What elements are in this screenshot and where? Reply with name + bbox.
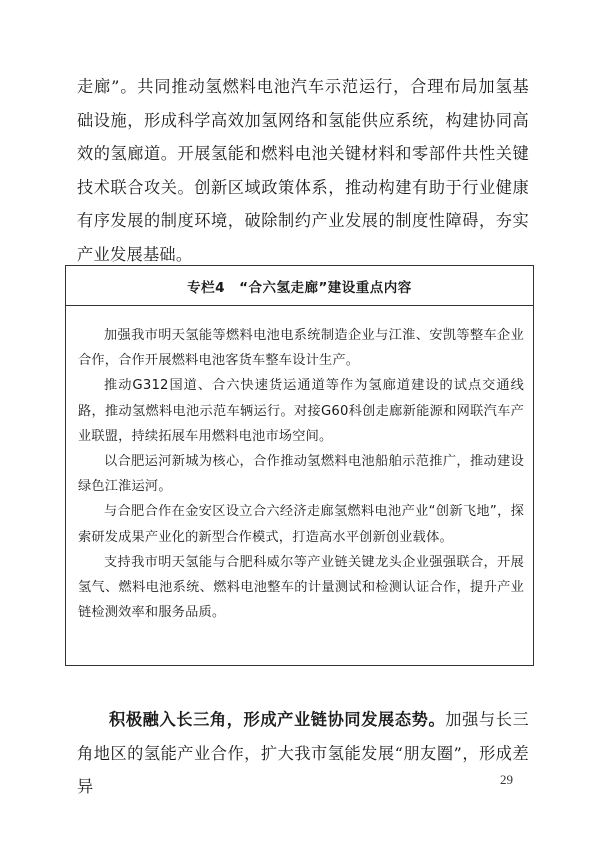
- feature-box: [65, 265, 534, 666]
- feature-box-body: [78, 323, 524, 625]
- bottom-paragraph-text: 加强与长三角地区的氢能产业合作，扩大我市氢能发展“朋友圈”，形成差异: [77, 710, 530, 796]
- feature-box-item: 与合肥合作在金安区设立合六经济走廊氢燃料电池产业“创新飞地”，探索研发成果产业化的新型合作模式，打造高水平创新创业载体。: [78, 504, 524, 545]
- feature-box-item: 支持我市明天氢能与合肥科威尔等产业链关键龙头企业强强联合，开展氢气、燃料电池系统、燃料电池整车的计量测试和检测认证合作，提升产业链检测效率和服务品质。: [78, 554, 524, 621]
- top-paragraph: 走廊”。共同推动氢燃料电池汽车示范运行，合理布局加氢基础设施，形成科学高效加氢网络和氢能供应系统，构建协同高效的氢廊道。开展氢能和燃料电池关键材料和零部件共性关键技术联合攻关。创新区域政策体系，推动构建有助于行业健康有序发展的制度环境，破除制约产业发展的制度性障碍，夯实产业发展基础。: [77, 77, 529, 264]
- feature-box-item: 推动G312国道、合六快速货运通道等作为氢廊道建设的试点交通线路，推动氢燃料电池示范车辆运行。对接G60科创走廊新能源和网联汽车产业联盟，持续拓展车用燃料电池市场空间。: [78, 378, 524, 444]
- feature-box-item: 以合肥运河新城为核心，合作推动氢燃料电池船舶示范推广，推动建设绿色江淮运河。: [78, 454, 524, 495]
- bottom-paragraph: [77, 703, 529, 804]
- bottom-paragraph-lead: 积极融入长三角，形成产业链协同发展态势。: [109, 710, 446, 729]
- feature-box-title: 专栏4 “合六氢走廊”建设重点内容: [66, 266, 533, 306]
- page-number: 29: [500, 772, 513, 787]
- feature-box-item: 加强我市明天氢能等燃料电池电系统制造企业与江淮、安凯等整车企业合作，合作开展燃料电池客货车整车设计生产。: [78, 328, 524, 369]
